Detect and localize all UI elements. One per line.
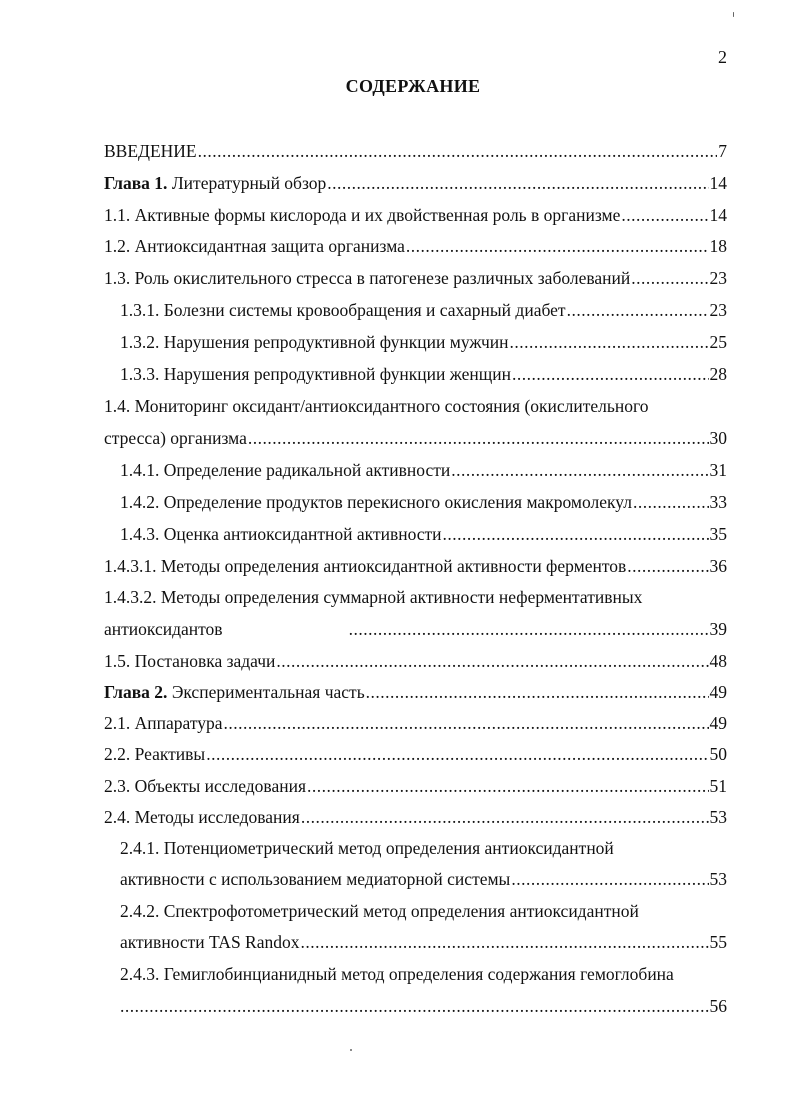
toc-entry-page: 23 <box>709 268 727 288</box>
dot-leader <box>301 930 709 954</box>
toc-entry-page: 55 <box>709 932 727 952</box>
toc-entry-1-4-3 <box>120 522 727 546</box>
toc-entry-1-3 <box>104 266 727 290</box>
toc-entry-page: 28 <box>709 364 727 384</box>
dot-leader <box>567 298 709 322</box>
toc-entry-page: 14 <box>709 205 727 225</box>
toc-entry-label: 1.4.2. Определение продуктов перекисного окисления макромолекул <box>120 492 632 512</box>
dot-leader <box>627 554 708 578</box>
toc-entry-label: 1.3. Роль окислительного стресса в патогенезе различных заболеваний <box>104 268 631 288</box>
toc-entry-1-4-3-2 <box>104 617 727 641</box>
toc-entry-page: 49 <box>709 713 727 733</box>
dot-leader <box>224 711 709 735</box>
dot-leader <box>206 742 708 766</box>
toc-entry-label: антиоксидантов <box>104 619 223 639</box>
chapter-prefix: Глава 1. <box>104 173 168 193</box>
chapter-prefix: Глава 2. <box>104 682 168 702</box>
dot-leader <box>511 867 708 891</box>
toc-entry-label: 1.4.3.1. Методы определения антиоксидантной активности ферментов <box>104 556 627 576</box>
toc-entry-label: Экспериментальная часть <box>167 682 365 702</box>
toc-entry-2-4-2 <box>120 930 727 954</box>
toc-entry-page: 14 <box>709 173 727 193</box>
toc-entry-page: 31 <box>709 460 727 480</box>
dot-leader <box>621 203 708 227</box>
dot-leader <box>276 649 708 673</box>
dot-leader <box>327 171 708 195</box>
toc-entry-page: 49 <box>709 682 727 702</box>
scan-mark <box>733 12 734 17</box>
toc-entry-2-3 <box>104 774 727 798</box>
toc-entry-2-4 <box>104 805 727 829</box>
toc-entry-page: 51 <box>709 776 727 796</box>
dot-leader <box>120 994 709 1018</box>
toc-entry-page: 33 <box>709 492 727 512</box>
dot-leader <box>307 774 708 798</box>
dot-leader <box>512 362 709 386</box>
toc-entry-2-4-3-line-1: 2.4.3. Гемиглобинцианидный метод определения содержания гемоглобина <box>120 964 674 984</box>
dot-leader <box>366 680 709 704</box>
toc-entry-1-3-2 <box>120 330 727 354</box>
toc-entry-2-2 <box>104 742 727 766</box>
toc-entry-chapter-2 <box>104 680 727 704</box>
toc-entry-page: 50 <box>709 744 727 764</box>
toc-entry-page: 23 <box>709 300 727 320</box>
toc-entry-1-5 <box>104 649 727 673</box>
toc-entry-2-4-1 <box>120 867 727 891</box>
toc-entry-2-4-3 <box>120 994 727 1018</box>
toc-entry-page: 18 <box>709 236 727 256</box>
toc-entry-page: 36 <box>709 556 727 576</box>
toc-entry-label: 2.4. Методы исследования <box>104 807 300 827</box>
toc-entry-label: активности с использованием медиаторной системы <box>120 869 511 889</box>
dot-leader <box>349 617 709 641</box>
toc-entry-label: 1.5. Постановка задачи <box>104 651 276 671</box>
toc-entry-page: 35 <box>709 524 727 544</box>
toc-entry-1-4-1 <box>120 458 727 482</box>
toc-entry-label: 1.1. Активные формы кислорода и их двойственная роль в организме <box>104 205 621 225</box>
toc-entry-page: 53 <box>709 807 727 827</box>
toc-entry-1-4-line-1: 1.4. Мониторинг оксидант/антиоксидантного состояния (окислительного <box>104 396 649 416</box>
toc-entry-label: 2.3. Объекты исследования <box>104 776 307 796</box>
dot-leader <box>443 522 709 546</box>
toc-entry-label: стресса) организма <box>104 428 247 448</box>
toc-entry-label: 1.3.2. Нарушения репродуктивной функции мужчин <box>120 332 509 352</box>
toc-entry-page: 30 <box>709 428 727 448</box>
toc-entry-1-4-2 <box>120 490 727 514</box>
dot-leader <box>198 139 718 163</box>
dot-leader <box>451 458 708 482</box>
toc-entry-2-4-1-line-1: 2.4.1. Потенциометрический метод определения антиоксидантной <box>120 838 614 858</box>
toc-entry-page: 56 <box>709 996 727 1016</box>
toc-entry-label: 1.3.3. Нарушения репродуктивной функции женщин <box>120 364 511 384</box>
toc-entry-2-1 <box>104 711 727 735</box>
page-title: СОДЕРЖАНИЕ <box>345 76 481 96</box>
toc-entry-1-3-3 <box>120 362 727 386</box>
toc-entry-1-3-1 <box>120 298 727 322</box>
toc-entry-label: 1.4.1. Определение радикальной активности <box>120 460 451 480</box>
toc-entry-label: 1.2. Антиоксидантная защита организма <box>104 236 405 256</box>
toc-entry-page: 53 <box>709 869 727 889</box>
dot-leader <box>631 266 708 290</box>
page-number: 2 <box>718 47 727 67</box>
toc-entry-introduction <box>104 139 727 163</box>
toc-entry-1-4 <box>104 426 727 450</box>
toc-entry-page: 48 <box>709 651 727 671</box>
toc-entry-1-4-3-1 <box>104 554 727 578</box>
toc-entry-page: 39 <box>709 619 727 639</box>
toc-entry-page: 7 <box>718 141 727 161</box>
toc-entry-chapter-1 <box>104 171 727 195</box>
dot-leader <box>510 330 709 354</box>
dot-leader <box>406 234 709 258</box>
toc-entry-label: 2.2. Реактивы <box>104 744 206 764</box>
dot-leader <box>248 426 709 450</box>
toc-entry-label: ВВЕДЕНИЕ <box>104 141 197 161</box>
toc-entry-label: активности TAS Randox <box>120 932 300 952</box>
dot-leader <box>301 805 709 829</box>
toc-entry-label: 2.1. Аппаратура <box>104 713 223 733</box>
toc-entry-1-2 <box>104 234 727 258</box>
scan-mark <box>350 1049 352 1051</box>
toc-entry-1-4-3-2-line-1: 1.4.3.2. Методы определения суммарной активности неферментативных <box>104 587 643 607</box>
toc-entry-2-4-2-line-1: 2.4.2. Спектрофотометрический метод определения антиоксидантной <box>120 901 639 921</box>
toc-entry-label: 1.3.1. Болезни системы кровообращения и сахарный диабет <box>120 300 566 320</box>
dot-leader <box>633 490 709 514</box>
toc-entry-page: 25 <box>709 332 727 352</box>
toc-entry-label: Литературный обзор <box>167 173 327 193</box>
toc-entry-1-1 <box>104 203 727 227</box>
toc-entry-label: 1.4.3. Оценка антиоксидантной активности <box>120 524 442 544</box>
